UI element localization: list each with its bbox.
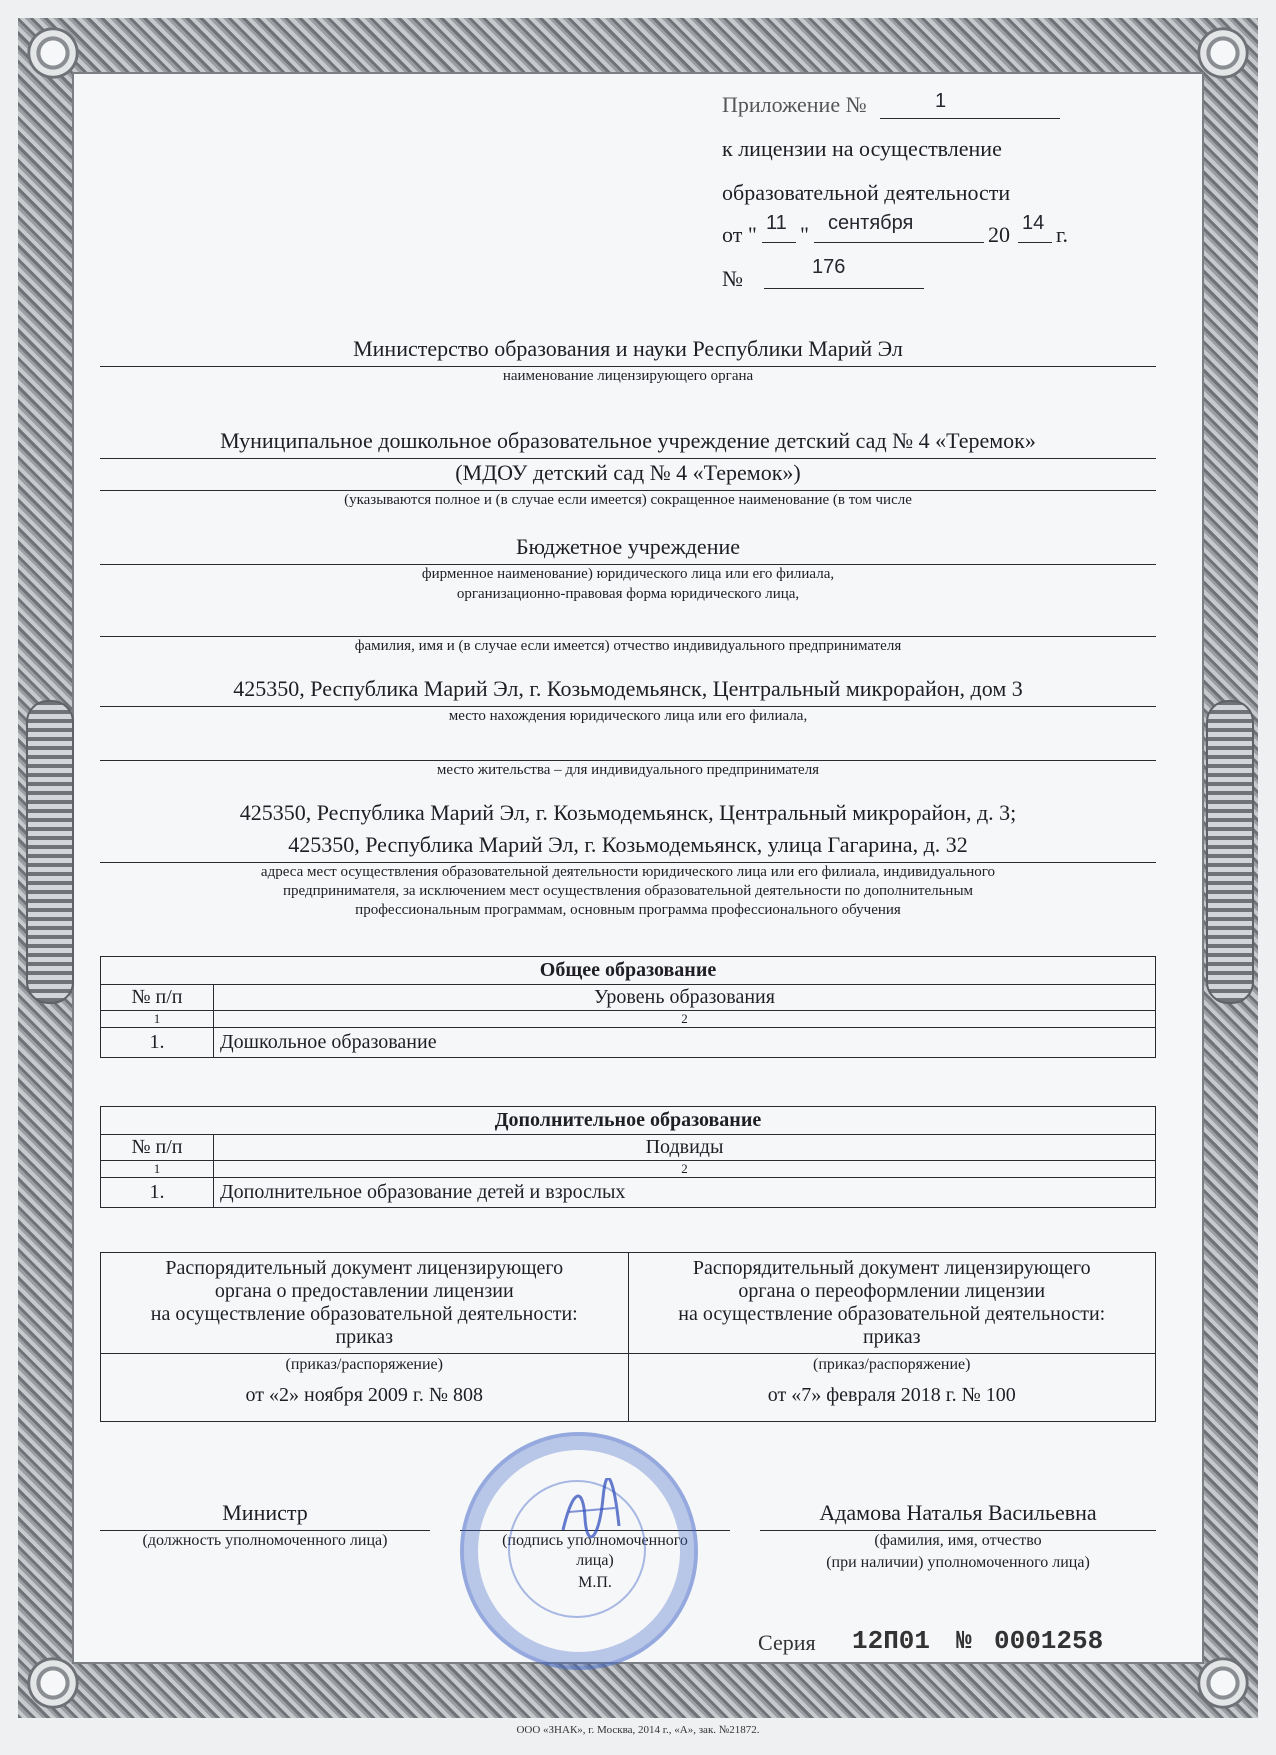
date-suffix: г.	[1056, 222, 1069, 247]
grant-order-line-1: Распорядительный документ лицензирующего	[165, 1257, 564, 1279]
additional-education-table	[100, 1106, 1156, 1208]
general-education-table	[100, 956, 1156, 1058]
signer-name: Адамова Наталья Васильевна	[819, 1500, 1097, 1525]
col-level-header: Уровень образования	[214, 985, 1156, 1011]
location-caption: место нахождения юридического лица или его филиала,	[448, 708, 808, 724]
header-line-3: образовательной деятельности	[722, 180, 1011, 205]
row-number: 1.	[101, 1178, 214, 1208]
entrepreneur-caption: фамилия, имя и (в случае если имеется) отчество индивидуального предпринимателя	[354, 638, 902, 654]
signer-position: Министр	[222, 1500, 308, 1525]
table-row	[101, 1028, 1156, 1058]
date-prefix: от "	[722, 222, 757, 247]
signature-caption-1: (подпись уполномоченного	[502, 1532, 688, 1549]
stamp-place-label: М.П.	[578, 1574, 612, 1591]
number-label: №	[722, 266, 743, 291]
col-number-header: № п/п	[101, 985, 214, 1011]
printer-imprint: ООО «ЗНАК», г. Москва, 2014 г., «А», зак. №21872.	[516, 1724, 760, 1736]
date-mid: "	[800, 222, 809, 247]
org-caption-2: фирменное наименование) юридического лица или его филиала,	[421, 566, 835, 582]
corner-ornament-icon	[1194, 24, 1252, 82]
series-value: 12П01	[852, 1626, 931, 1656]
reissue-order-line-3: на осуществление образовательной деятельности:	[678, 1303, 1106, 1325]
corner-ornament-icon	[24, 1654, 82, 1712]
side-ornament-icon	[1206, 700, 1254, 1004]
appendix-number: 1	[935, 90, 947, 112]
reissue-order-caption: (приказ/распоряжение)	[813, 1356, 971, 1373]
signature-caption-2: лица)	[576, 1552, 614, 1569]
org-full-name: Муниципальное дошкольное образовательное учреждение детский сад № 4 «Теремок»	[220, 428, 1036, 453]
signer-name-caption-2: (при наличии) уполномоченного лица)	[826, 1554, 1090, 1571]
signer-position-caption: (должность уполномоченного лица)	[142, 1532, 388, 1549]
general-education-title: Общее образование	[101, 957, 1156, 985]
org-form: Бюджетное учреждение	[515, 534, 741, 559]
org-caption-1: (указываются полное и (в случае если имеется) сокращенное наименование (в том числе	[344, 492, 912, 508]
col-number-header: № п/п	[101, 1135, 214, 1161]
grant-order-value: от «2» ноября 2009 г. № 808	[245, 1384, 483, 1406]
reissue-order-cell	[628, 1253, 1156, 1354]
table-row	[101, 1178, 1156, 1208]
reissue-order-line-2: органа о переоформлении лицензии	[738, 1280, 1046, 1302]
header-line-2: к лицензии на осуществление	[722, 136, 1002, 161]
side-ornament-icon	[26, 700, 74, 1004]
location: 425350, Республика Марий Эл, г. Козьмодемьянск, Центральный микрорайон, дом 3	[233, 676, 1023, 701]
address-caption-1: адреса мест осуществления образовательной деятельности юридического лица или его филиала, индивидуального	[260, 864, 996, 880]
grant-order-line-3: на осуществление образовательной деятельности:	[150, 1303, 578, 1325]
grant-order-line-4: приказ	[335, 1326, 394, 1348]
col-subtype-header: Подвиды	[214, 1135, 1156, 1161]
corner-ornament-icon	[1194, 1654, 1252, 1712]
licensing-body-caption: наименование лицензирующего органа	[502, 368, 754, 384]
org-caption-3: организационно-правовая форма юридического лица,	[456, 586, 800, 602]
address-caption-2: предпринимателя, за исключением мест осуществления образовательной деятельности по дополнительным	[282, 883, 974, 899]
licensing-body: Министерство образования и науки Республики Марий Эл	[353, 336, 903, 361]
corner-ornament-icon	[24, 24, 82, 82]
date-year-suffix: 14	[1022, 212, 1045, 234]
license-number: 176	[812, 256, 846, 278]
grant-order-line-2: органа о предоставлении лицензии	[214, 1280, 514, 1302]
grant-order-cell	[101, 1253, 629, 1354]
org-short-name: (МДОУ детский сад № 4 «Теремок»)	[455, 460, 801, 485]
row-number: 1.	[101, 1028, 214, 1058]
address-1: 425350, Республика Марий Эл, г. Козьмодемьянск, Центральный микрорайон, д. 3;	[239, 800, 1017, 825]
additional-education-title: Дополнительное образование	[101, 1107, 1156, 1135]
residence-caption: место жительства – для индивидуального предпринимателя	[436, 762, 820, 778]
row-name: Дошкольное образование	[214, 1028, 1156, 1058]
official-seal-icon	[460, 1432, 698, 1670]
reissue-order-line-1: Распорядительный документ лицензирующего	[692, 1257, 1091, 1279]
col-index-1: 1	[101, 1011, 214, 1028]
row-name: Дополнительное образование детей и взрослых	[214, 1178, 1156, 1208]
date-day: 11	[766, 212, 787, 234]
col-index-1: 1	[101, 1161, 214, 1178]
date-year-prefix: 20	[988, 222, 1010, 247]
grant-order-caption: (приказ/распоряжение)	[285, 1356, 443, 1373]
address-2: 425350, Республика Марий Эл, г. Козьмодемьянск, улица Гагарина, д. 32	[288, 832, 968, 857]
signer-name-caption-1: (фамилия, имя, отчество	[874, 1532, 1042, 1549]
date-month: сентября	[828, 212, 914, 234]
reissue-order-value-cell	[628, 1354, 1156, 1422]
appendix-label: Приложение №	[722, 92, 867, 117]
handwritten-signature-icon	[555, 1478, 625, 1548]
series-number-label: №	[956, 1626, 972, 1656]
series-number: 0001258	[994, 1626, 1104, 1656]
col-index-2: 2	[214, 1161, 1156, 1178]
reissue-order-line-4: приказ	[862, 1326, 921, 1348]
orders-table	[100, 1252, 1156, 1422]
col-index-2: 2	[214, 1011, 1156, 1028]
address-caption-3: профессиональным программам, основным программа профессионального обучения	[355, 902, 901, 918]
reissue-order-value: от «7» февраля 2018 г. № 100	[767, 1384, 1016, 1406]
grant-order-value-cell	[101, 1354, 629, 1422]
series-label: Серия	[758, 1630, 816, 1655]
